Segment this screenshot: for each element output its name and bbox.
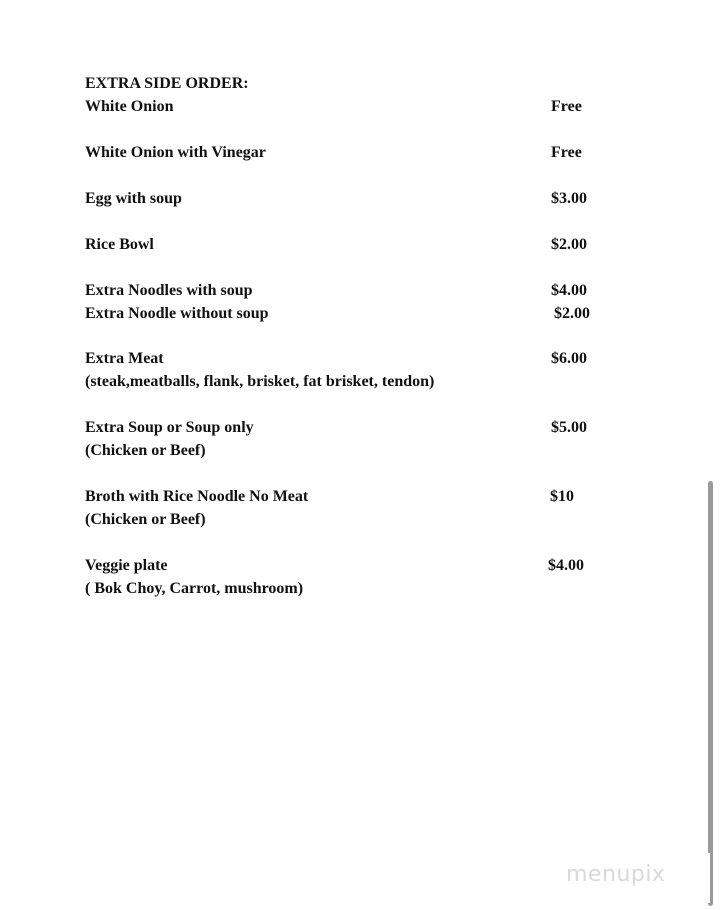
watermark-logo: menupix xyxy=(566,862,666,887)
item-price: $10 xyxy=(550,488,574,505)
scrollbar[interactable] xyxy=(708,481,713,906)
item-note: (steak,meatballs, flank, brisket, fat brisket, tendon) xyxy=(85,373,435,390)
item-name: Extra Meat xyxy=(85,350,164,367)
item-note: ( Bok Choy, Carrot, mushroom) xyxy=(85,580,304,597)
item-note: (Chicken or Beef) xyxy=(85,511,206,528)
item-price: $6.00 xyxy=(551,350,587,367)
item-price: $4.00 xyxy=(548,557,584,574)
item-price: $3.00 xyxy=(551,190,587,207)
item-name: Extra Soup or Soup only xyxy=(85,419,254,436)
item-name: Rice Bowl xyxy=(85,236,154,253)
section-heading: EXTRA SIDE ORDER: xyxy=(85,75,249,92)
item-name: Broth with Rice Noodle No Meat xyxy=(85,488,309,505)
item-price: $5.00 xyxy=(551,419,587,436)
item-note: (Chicken or Beef) xyxy=(85,442,206,459)
item-price: Free xyxy=(551,98,582,115)
item-name: White Onion with Vinegar xyxy=(85,144,266,161)
item-name: Extra Noodle without soup xyxy=(85,305,269,322)
item-price: $4.00 xyxy=(551,282,587,299)
item-name: Extra Noodles with soup xyxy=(85,282,253,299)
item-price: $2.00 xyxy=(551,236,587,253)
item-price: $2.00 xyxy=(554,305,590,322)
item-name: White Onion xyxy=(85,98,174,115)
item-name: Egg with soup xyxy=(85,190,182,207)
item-name: Veggie plate xyxy=(85,557,168,574)
item-price: Free xyxy=(551,144,582,161)
